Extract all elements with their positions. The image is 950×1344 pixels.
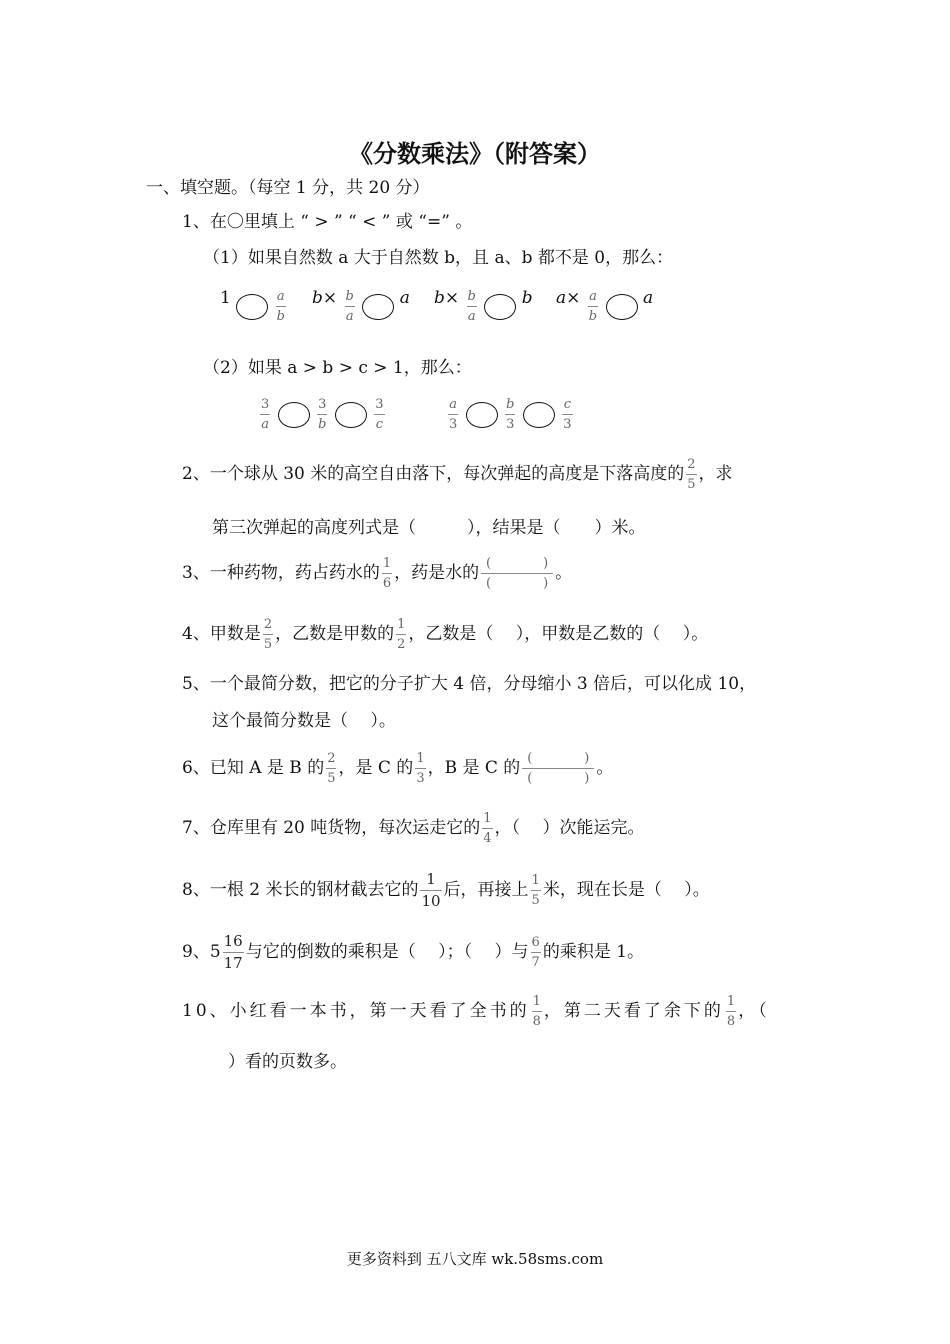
q7-text-b: ，（ ）次能运完。 — [494, 818, 645, 838]
q9-text-c: 的乘积是 1。 — [542, 942, 645, 962]
denominator: a — [261, 417, 270, 432]
numerator: c — [563, 397, 572, 412]
numerator: 2 — [327, 751, 336, 766]
denominator: 5 — [263, 637, 273, 652]
fraction — [415, 752, 425, 785]
fraction — [326, 752, 336, 785]
compare-oval[interactable] — [236, 294, 268, 320]
denominator: 7 — [531, 955, 540, 970]
fraction — [482, 812, 492, 845]
footer-source: 更多资料到 五八文库 wk.58sms.com — [346, 1250, 604, 1268]
q2-line2: 第三次弹起的高度列式是（ ），结果是（ ）米。 — [212, 518, 646, 538]
q10-text-c: ，（ — [738, 1001, 770, 1021]
denominator: 3 — [449, 417, 458, 432]
fraction — [374, 398, 384, 431]
fraction — [223, 934, 244, 971]
expr-left: a× — [556, 288, 581, 308]
numerator: b — [467, 289, 476, 304]
q1-row2-group2 — [446, 398, 575, 431]
denominator: b — [318, 417, 327, 432]
q1-part1-text: （1）如果自然数 a 大于自然数 b，且 a、b 都不是 0，那么： — [203, 248, 674, 268]
q8-text-c: 米，现在长是（ ）。 — [542, 880, 710, 900]
q10-text-b: ，第二天看了余下的 — [543, 1001, 724, 1021]
denominator: 5 — [327, 771, 336, 786]
q5-line1: 5、一个最简分数，把它的分子扩大 4 倍，分母缩小 3 倍后，可以化成 10， — [182, 674, 757, 694]
expr-right: b — [521, 288, 533, 308]
numerator: 1 — [382, 556, 392, 571]
expr-left: b× — [434, 288, 460, 308]
numerator: a — [449, 397, 458, 412]
q4-line — [182, 618, 708, 651]
q1-part2-text: （2）如果 a > b > c > 1，那么： — [203, 358, 472, 378]
denominator: 3 — [563, 417, 572, 432]
q2-line1 — [182, 458, 733, 491]
fraction — [345, 290, 355, 323]
fraction — [396, 618, 406, 651]
denominator: a — [467, 309, 476, 324]
q2-text-a: 2、一个球从 30 米的高空自由落下，每次弹起的高度是下落高度的 — [182, 464, 685, 484]
numerator: 3 — [318, 397, 327, 412]
numerator: 1 — [483, 811, 492, 826]
q9-text-a: 9、5 — [182, 942, 221, 962]
q10-line2: ）看的页数多。 — [228, 1052, 347, 1072]
fraction — [276, 290, 286, 323]
q1-row2-group1 — [258, 398, 387, 431]
compare-oval[interactable] — [335, 402, 367, 428]
denominator: c — [375, 417, 384, 432]
q6-text-c: ，B 是 C 的 — [427, 758, 521, 778]
fraction — [588, 290, 598, 323]
numerator: b — [506, 397, 515, 412]
numerator: 1 — [532, 994, 541, 1009]
q9-line — [182, 934, 644, 971]
q5-line2: 这个最简分数是（ ）。 — [212, 711, 396, 731]
q8-text-b: 后，再接上 — [443, 880, 529, 900]
fraction — [532, 995, 542, 1028]
expr-value: 1 — [220, 288, 231, 308]
blank-denominator: ( ) — [527, 771, 590, 786]
q9-text-b: 与它的倒数的乘积是（ ）；（ ）与 — [245, 942, 529, 962]
fraction — [317, 398, 327, 431]
denominator: a — [345, 309, 354, 324]
compare-oval[interactable] — [362, 294, 394, 320]
fraction — [467, 290, 477, 323]
expr-right: a — [642, 288, 654, 308]
numerator: 3 — [375, 397, 384, 412]
compare-oval[interactable] — [278, 402, 310, 428]
numerator: 1 — [416, 751, 425, 766]
q7-text-a: 7、仓库里有 20 吨货物，每次运走它的 — [182, 818, 481, 838]
q6-text-a: 6、已知 A 是 B 的 — [182, 758, 325, 778]
fraction — [562, 398, 572, 431]
numerator: a — [589, 289, 597, 304]
q6-text-b: ，是 C 的 — [338, 758, 414, 778]
q1-row1-expr4 — [556, 290, 653, 323]
numerator: b — [345, 289, 354, 304]
fraction — [726, 995, 736, 1028]
denominator: 6 — [382, 576, 392, 591]
answer-blank-fraction[interactable] — [522, 752, 594, 785]
q4-text-a: 4、甲数是 — [182, 624, 261, 644]
q3-line — [182, 557, 572, 590]
numerator: 1 — [397, 617, 406, 632]
numerator: 6 — [531, 935, 540, 950]
answer-blank-fraction[interactable] — [481, 557, 553, 590]
q1-row1-expr2 — [312, 290, 410, 323]
denominator: b — [588, 309, 598, 324]
denominator: 4 — [483, 831, 492, 846]
fraction — [531, 936, 541, 969]
compare-oval[interactable] — [484, 294, 516, 320]
fraction — [531, 874, 541, 907]
fraction — [448, 398, 458, 431]
numerator: 1 — [726, 994, 736, 1009]
denominator: 8 — [532, 1014, 541, 1029]
q8-text-a: 8、一根 2 米长的钢材截去它的 — [182, 880, 419, 900]
expr-right: a — [399, 288, 410, 308]
numerator: 2 — [263, 617, 273, 632]
expr-left: b× — [312, 288, 338, 308]
page-title: 《分数乘法》（附答案） — [349, 139, 601, 168]
denominator: 8 — [726, 1014, 736, 1029]
numerator: 2 — [687, 457, 696, 472]
denominator: 5 — [687, 477, 696, 492]
denominator: 5 — [531, 893, 540, 908]
q1-stem: 1、在〇里填上 “ > ” “ < ” 或 “=” 。 — [182, 212, 473, 232]
fraction — [505, 398, 515, 431]
denominator: 3 — [506, 417, 515, 432]
q3-text-b: ，药是水的 — [394, 563, 480, 583]
compare-oval[interactable] — [466, 402, 498, 428]
q3-text-a: 3、一种药物，药占药水的 — [182, 563, 380, 583]
fraction — [263, 618, 273, 651]
numerator: a — [276, 289, 285, 304]
q7-line — [182, 812, 644, 845]
fraction — [382, 557, 392, 590]
blank-denominator: ( ) — [486, 576, 549, 591]
blank-numerator: ( ) — [527, 751, 590, 766]
blank-numerator: ( ) — [486, 556, 549, 571]
denominator: 17 — [223, 954, 243, 972]
q4-text-c: ，乙数是（ ），甲数是乙数的（ ）。 — [408, 624, 709, 644]
q6-line — [182, 752, 613, 785]
compare-oval[interactable] — [523, 402, 555, 428]
numerator: 1 — [531, 873, 540, 888]
denominator: 2 — [397, 637, 406, 652]
q10-text-a: 10、小红看一本书，第一天看了全书的 — [182, 1001, 530, 1021]
q8-line — [182, 872, 710, 909]
q1-row1-expr3 — [434, 290, 533, 323]
numerator: 16 — [223, 932, 243, 950]
fraction — [420, 872, 441, 909]
q10-line1 — [182, 995, 770, 1028]
q6-text-d: 。 — [596, 758, 614, 778]
fraction — [686, 458, 696, 491]
fraction — [260, 398, 270, 431]
compare-oval[interactable] — [606, 294, 638, 320]
q1-row1-expr1 — [220, 290, 288, 323]
section-heading: 一、填空题。（每空 1 分，共 20 分） — [146, 178, 430, 198]
denominator: 3 — [416, 771, 425, 786]
q3-text-c: 。 — [555, 563, 573, 583]
denominator: b — [276, 309, 285, 324]
q4-text-b: ，乙数是甲数的 — [275, 624, 395, 644]
numerator: 1 — [426, 870, 436, 888]
q2-text-b: ，求 — [698, 464, 733, 484]
denominator: 10 — [421, 892, 441, 910]
numerator: 3 — [261, 397, 270, 412]
